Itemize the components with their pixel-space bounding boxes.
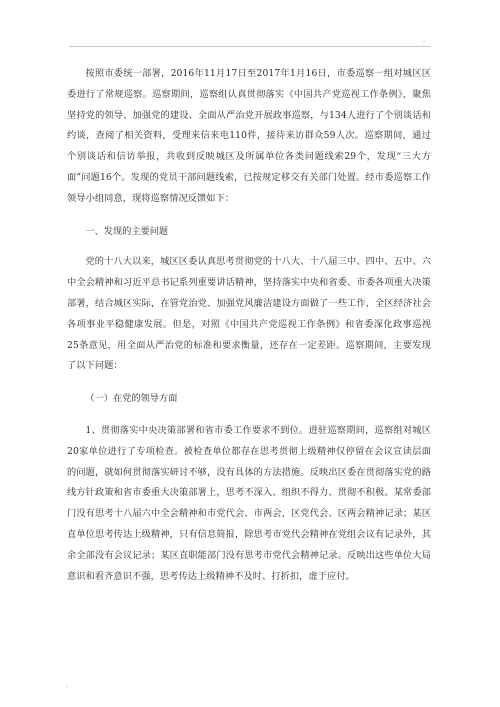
finding-paragraph-1: 1、贯彻落实中央决策部署和省市委工作要求不到位。进驻巡察期间，巡察组对城区20家单位进行了专项检查。被检查单位都存在思考贯彻上级精神仅停留在会议宣读层面的问题，就如何贯彻落实研讨不够，没有具体的方法措施。反映出区委在贯彻落实党的路线方针政策和省市委重大决策部署上，思考不深入、组织不得力、贯彻不积极。某常委部门没有思考十八届六中全会精神和市党代会、市两会，区党代会、区两会精神记录；某区直单位思考传达上级精神，只有信息简报，除思考市党代会精神在党组会议有记录外，其余全部没有会议记录；某区直职能部门没有思考市党代会精神记录。反映出这些单位大局意识和看齐意识不强，思考传达上级精神不及时、打折扣，虚于应付。 (67, 424, 431, 582)
overview-paragraph: 党的十八大以来，城区区委认真思考贯彻党的十八大、十八届三中、四中、五中、六中全会精神和习近平总书记系列重要讲话精神，坚持落实中央和省委、市委各项重大决策部署，结合城区实际，在管党治党、加强党风廉洁建设方面做了一些工作，全区经济社会各项事业平稳健康发展。但是，对照《中国共产党巡视工作条例》和省委深化政事巡视25条意见，用全面从严治党的标准和要求衡量，还存在一定差距。巡察期间，主要发现了以下问题： (67, 256, 431, 372)
footer-mark: . (66, 682, 68, 689)
paragraph-gap (67, 377, 431, 389)
subsection-heading-party-leadership: （一）在党的领导方面 (85, 393, 178, 405)
paragraph-gap (67, 210, 431, 222)
intro-paragraph: 按照市委统一部署，2016年11月17日至2017年1月16日，市委巡察一组对城区区委进行了常规巡察。巡察期间，巡察组认真贯彻落实《中国共产党巡视工作条例》，聚焦坚持党的领导、加强党的建设、全面从严治党开展政事巡察，与134人进行了个别谈话和约谈，查阅了相关资料，受理来信来电110件，接待来访群众59人次。巡察期间，通过个别谈话和信访举报，共收到反映城区及所属单位各类问题线索29个，发现“三大方面”问题16个。发现的党员干部问题线索，已按规定移交有关部门处置。经市委巡察工作领导小组同意，现将巡察情况反馈如下： (67, 68, 431, 204)
document-body (67, 64, 431, 587)
paragraph-gap (67, 410, 431, 421)
section-heading-main-issues: 一、发现的主要问题 (85, 225, 169, 237)
header-mark: . (423, 37, 425, 44)
paragraph-gap (67, 242, 431, 252)
header-rule (69, 46, 431, 47)
